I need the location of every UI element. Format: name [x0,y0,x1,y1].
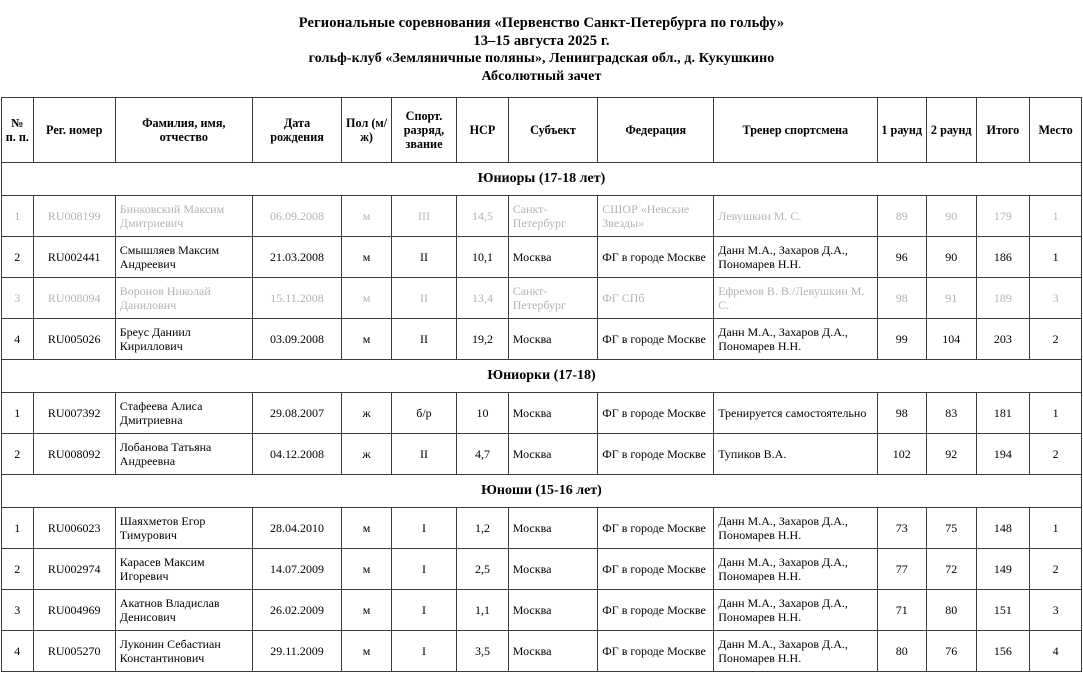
cell-reg: RU008094 [33,278,115,319]
table-header-row [2,98,1082,163]
cell-sex: м [342,278,392,319]
cell-coach: Данн М.А., Захаров Д.А., Пономарев Н.Н. [714,590,877,631]
cell-subject: Москва [508,237,598,278]
cell-rank: I [391,508,456,549]
cell-reg: RU006023 [33,508,115,549]
column-header-r2: 2 раунд [927,98,977,163]
cell-r2: 83 [927,393,977,434]
cell-hcp: 2,5 [457,549,509,590]
cell-rank: II [391,319,456,360]
cell-date: 03.09.2008 [252,319,342,360]
cell-fed: ФГ в городе Москве [598,508,714,549]
cell-num: 1 [2,508,34,549]
cell-name: Стафеева Алиса Дмитриевна [115,393,252,434]
cell-r2: 91 [927,278,977,319]
cell-hcp: 13,4 [457,278,509,319]
cell-rank: I [391,549,456,590]
cell-coach: Левушкин М. С. [714,196,877,237]
cell-place: 2 [1030,434,1082,475]
cell-coach: Данн М.А., Захаров Д.А., Пономарев Н.Н. [714,631,877,672]
section-title: Юниоры (17-18 лет) [2,163,1082,196]
column-header-rank: Спорт. разряд, звание [391,98,456,163]
cell-sex: м [342,237,392,278]
cell-place: 3 [1030,590,1082,631]
cell-rank: II [391,237,456,278]
table-row[interactable] [2,549,1082,590]
cell-reg: RU004969 [33,590,115,631]
table-row[interactable] [2,434,1082,475]
competition-dates: 13–15 августа 2025 г. [473,33,610,49]
cell-total: 189 [976,278,1030,319]
cell-num: 4 [2,631,34,672]
cell-date: 15.11.2008 [252,278,342,319]
table-row[interactable] [2,631,1082,672]
cell-total: 181 [976,393,1030,434]
competition-venue: гольф-клуб «Земляничные поляны», Ленинградская обл., д. Кукушкино [308,51,775,66]
cell-subject: Санкт-Петербург [508,196,598,237]
cell-num: 4 [2,319,34,360]
cell-subject: Москва [508,508,598,549]
cell-num: 2 [2,434,34,475]
cell-r1: 71 [877,590,927,631]
section-header-row [2,475,1082,508]
table-row[interactable] [2,237,1082,278]
cell-num: 1 [2,196,34,237]
cell-place: 1 [1030,237,1082,278]
cell-name: Бинковский Максим Дмитриевич [115,196,252,237]
cell-coach: Данн М.А., Захаров Д.А., Пономарев Н.Н. [714,237,877,278]
cell-num: 2 [2,549,34,590]
cell-subject: Москва [508,631,598,672]
cell-fed: ФГ в городе Москве [598,590,714,631]
section-title: Юниорки (17-18) [2,360,1082,393]
cell-name: Бреус Даниил Кириллович [115,319,252,360]
cell-fed: ФГ СПб [598,278,714,319]
column-header-r1: 1 раунд [877,98,927,163]
cell-subject: Москва [508,590,598,631]
cell-rank: I [391,590,456,631]
cell-r1: 89 [877,196,927,237]
column-header-coach: Тренер спортсмена [714,98,877,163]
cell-fed: ФГ в городе Москве [598,393,714,434]
cell-hcp: 4,7 [457,434,509,475]
cell-num: 2 [2,237,34,278]
cell-hcp: 14,5 [457,196,509,237]
column-header-num: № п. п. [2,98,34,163]
cell-hcp: 1,1 [457,590,509,631]
document-header [0,0,1083,86]
column-header-name: Фамилия, имя, отчество [115,98,252,163]
column-header-place: Место [1030,98,1082,163]
column-header-fed: Федерация [598,98,714,163]
cell-fed: ФГ в городе Москве [598,549,714,590]
cell-sex: м [342,631,392,672]
cell-coach: Данн М.А., Захаров Д.А., Пономарев Н.Н. [714,508,877,549]
cell-sex: м [342,590,392,631]
cell-r1: 96 [877,237,927,278]
cell-fed: ФГ в городе Москве [598,631,714,672]
table-row[interactable] [2,319,1082,360]
cell-r1: 80 [877,631,927,672]
cell-r1: 98 [877,278,927,319]
table-row[interactable] [2,393,1082,434]
cell-place: 1 [1030,393,1082,434]
cell-r2: 75 [927,508,977,549]
cell-num: 3 [2,278,34,319]
cell-sex: м [342,319,392,360]
cell-r2: 90 [927,196,977,237]
cell-name: Воронов Николай Данилович [115,278,252,319]
cell-coach: Тупиков В.А. [714,434,877,475]
cell-subject: Москва [508,549,598,590]
cell-coach: Ефремов В. В./Левушкин М. С. [714,278,877,319]
cell-total: 148 [976,508,1030,549]
cell-coach: Данн М.А., Захаров Д.А., Пономарев Н.Н. [714,549,877,590]
cell-sex: м [342,549,392,590]
column-header-hcp: HCP [457,98,509,163]
cell-r1: 98 [877,393,927,434]
competition-classification: Абсолютный зачет [481,69,602,84]
cell-reg: RU005270 [33,631,115,672]
cell-subject: Москва [508,393,598,434]
cell-total: 156 [976,631,1030,672]
results-table [1,97,1082,672]
cell-fed: ФГ в городе Москве [598,237,714,278]
cell-date: 26.02.2009 [252,590,342,631]
cell-total: 149 [976,549,1030,590]
column-header-subject: Субъект [508,98,598,163]
cell-subject: Санкт-Петербург [508,278,598,319]
table-row[interactable] [2,508,1082,549]
cell-rank: III [391,196,456,237]
cell-fed: СШОР «Невские Звезды» [598,196,714,237]
table-row[interactable] [2,196,1082,237]
cell-reg: RU002441 [33,237,115,278]
cell-r1: 99 [877,319,927,360]
cell-rank: I [391,631,456,672]
cell-r2: 104 [927,319,977,360]
cell-fed: ФГ в городе Москве [598,434,714,475]
cell-r1: 77 [877,549,927,590]
cell-r2: 92 [927,434,977,475]
cell-hcp: 10,1 [457,237,509,278]
cell-reg: RU002974 [33,549,115,590]
cell-hcp: 10 [457,393,509,434]
cell-r2: 72 [927,549,977,590]
cell-subject: Москва [508,434,598,475]
cell-r1: 102 [877,434,927,475]
cell-fed: ФГ в городе Москве [598,319,714,360]
cell-sex: ж [342,434,392,475]
cell-date: 29.08.2007 [252,393,342,434]
cell-sex: м [342,508,392,549]
cell-date: 28.04.2010 [252,508,342,549]
cell-num: 1 [2,393,34,434]
cell-rank: II [391,278,456,319]
cell-rank: б/р [391,393,456,434]
column-header-reg: Рег. номер [33,98,115,163]
column-header-date: Дата рождения [252,98,342,163]
column-header-total: Итого [976,98,1030,163]
cell-sex: ж [342,393,392,434]
cell-sex: м [342,196,392,237]
cell-name: Шаяхметов Егор Тимурович [115,508,252,549]
column-header-sex: Пол (м/ж) [342,98,392,163]
cell-name: Луконин Себастиан Константинович [115,631,252,672]
cell-reg: RU005026 [33,319,115,360]
cell-date: 06.09.2008 [252,196,342,237]
cell-r2: 76 [927,631,977,672]
cell-total: 179 [976,196,1030,237]
cell-name: Карасев Максим Игоревич [115,549,252,590]
cell-r1: 73 [877,508,927,549]
cell-place: 1 [1030,508,1082,549]
cell-date: 04.12.2008 [252,434,342,475]
cell-r2: 90 [927,237,977,278]
cell-place: 2 [1030,319,1082,360]
competition-title: Региональные соревнования «Первенство Санкт-Петербурга по гольфу» [298,15,785,31]
cell-date: 14.07.2009 [252,549,342,590]
table-header [2,98,1082,163]
cell-hcp: 19,2 [457,319,509,360]
cell-name: Смышляев Максим Андреевич [115,237,252,278]
cell-r2: 80 [927,590,977,631]
table-row[interactable] [2,590,1082,631]
section-header-row [2,163,1082,196]
table-body [2,163,1082,672]
cell-reg: RU008092 [33,434,115,475]
cell-coach: Данн М.А., Захаров Д.А., Пономарев Н.Н. [714,319,877,360]
cell-hcp: 1,2 [457,508,509,549]
table-row[interactable] [2,278,1082,319]
cell-total: 151 [976,590,1030,631]
cell-total: 203 [976,319,1030,360]
cell-subject: Москва [508,319,598,360]
cell-num: 3 [2,590,34,631]
cell-date: 29.11.2009 [252,631,342,672]
cell-place: 2 [1030,549,1082,590]
cell-total: 186 [976,237,1030,278]
cell-hcp: 3,5 [457,631,509,672]
cell-rank: II [391,434,456,475]
cell-reg: RU007392 [33,393,115,434]
section-title: Юноши (15-16 лет) [2,475,1082,508]
section-header-row [2,360,1082,393]
cell-place: 4 [1030,631,1082,672]
cell-date: 21.03.2008 [252,237,342,278]
results-table-container [0,97,1083,672]
cell-name: Акатнов Владислав Денисович [115,590,252,631]
cell-coach: Тренируется самостоятельно [714,393,877,434]
cell-reg: RU008199 [33,196,115,237]
cell-place: 1 [1030,196,1082,237]
cell-place: 3 [1030,278,1082,319]
cell-total: 194 [976,434,1030,475]
cell-name: Лобанова Татьяна Андреевна [115,434,252,475]
